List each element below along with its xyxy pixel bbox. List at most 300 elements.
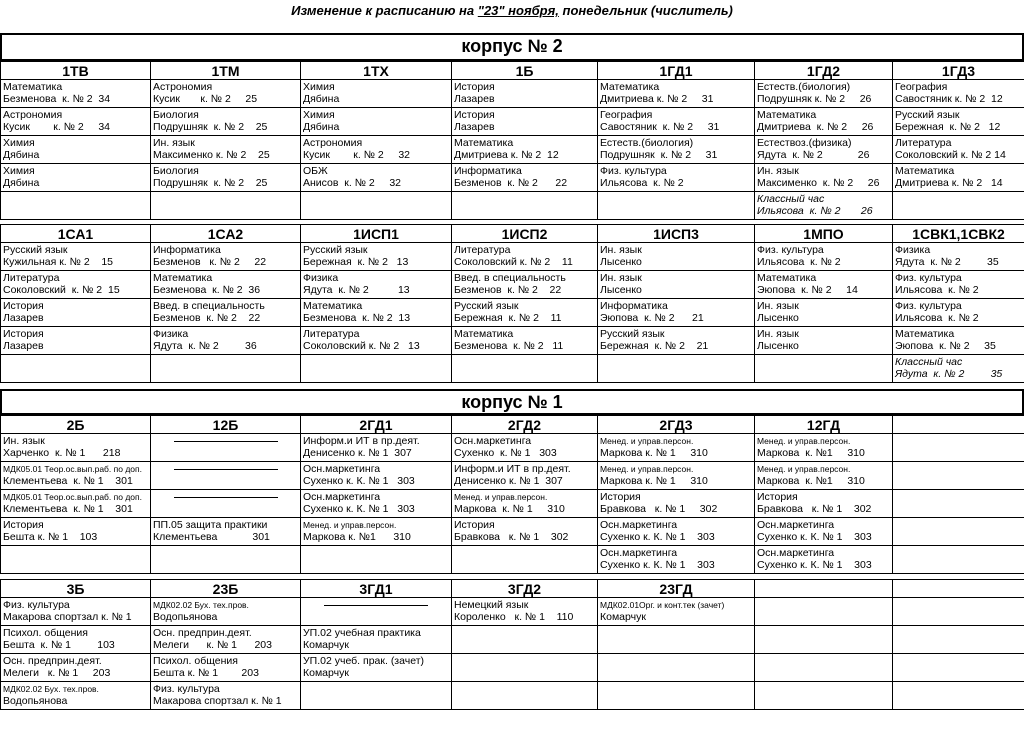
teacher-room: Сухенко к. К. № 1 303: [303, 475, 415, 487]
lesson-cell: [301, 546, 452, 574]
lesson-cell: [301, 108, 452, 136]
lesson-cell: [893, 299, 1024, 327]
lesson-row: [1, 546, 1024, 574]
lesson-cell: [755, 192, 893, 220]
title-day: понедельник (числитель): [562, 3, 733, 18]
teacher-room: Кусик к. № 2 34: [3, 121, 111, 133]
group-header: [893, 580, 1024, 598]
teacher-room: Клементьева 301: [153, 531, 270, 543]
lesson-cell: [598, 355, 755, 383]
subject: Осн. предприн.деят.: [3, 655, 102, 667]
lesson-cell: [301, 80, 452, 108]
lesson-cell: [1, 192, 151, 220]
teacher-room: Подрушняк к. № 2 25: [153, 177, 268, 189]
lesson-row: [1, 490, 1024, 518]
lesson-cell: [598, 243, 755, 271]
teacher-room: Савостяник к. № 2 12: [895, 93, 1003, 105]
subject: Русский язык: [600, 328, 665, 340]
subject: Математика: [895, 165, 955, 177]
subject: Русский язык: [303, 244, 368, 256]
group-header: 3ГД2: [452, 580, 598, 598]
subject: Менед. и управ.персон.: [757, 436, 851, 446]
lesson-row: [1, 327, 1024, 355]
teacher-room: Соколовский к. № 2 11: [454, 256, 573, 268]
subject: Классный час: [757, 193, 825, 205]
group-header: 1ИСП3: [598, 225, 755, 243]
lesson-cell: [301, 355, 452, 383]
lesson-cell: [1, 108, 151, 136]
lesson-cell: [301, 434, 452, 462]
teacher-room: Лысенко: [757, 312, 799, 324]
teacher-room: Клементьева к. № 1 301: [3, 475, 133, 487]
subject: История: [3, 519, 44, 531]
subject: Немецкий язык: [454, 599, 529, 611]
group-header: 1МПО: [755, 225, 893, 243]
subject: Классный час: [895, 356, 963, 368]
group-header: 3Б: [1, 580, 151, 598]
lesson-cell: [452, 462, 598, 490]
lesson-cell: [151, 327, 301, 355]
subject: МДК05.01 Теор.ос.вып.раб. по доп.: [3, 464, 142, 474]
teacher-room: Дмитриева к. № 2 12: [454, 149, 559, 161]
lesson-cell: [452, 518, 598, 546]
lesson-cell: [1, 462, 151, 490]
subject: МДК05.01 Теор.ос.вып.раб. по доп.: [3, 492, 142, 502]
lesson-cell: [151, 682, 301, 710]
lesson-cell: [755, 462, 893, 490]
lesson-cell: [151, 271, 301, 299]
building-2-table-2: [0, 224, 1024, 383]
teacher-room: Соколовский к. № 2 15: [3, 284, 120, 296]
group-header: 1ТВ: [1, 62, 151, 80]
lesson-cell: [151, 490, 301, 518]
lesson-cell: [755, 490, 893, 518]
lesson-cell: [151, 192, 301, 220]
lesson-cell: [151, 518, 301, 546]
lesson-cell: [893, 164, 1024, 192]
lesson-row: [1, 243, 1024, 271]
teacher-room: Подрушняк к. № 2 25: [153, 121, 268, 133]
teacher-room: Анисов к. № 2 32: [303, 177, 402, 189]
subject: Физика: [895, 244, 931, 256]
teacher-room: Лысенко: [757, 340, 799, 352]
teacher-room: Лазарев: [3, 340, 44, 352]
lesson-cell: [301, 462, 452, 490]
lesson-row: [1, 80, 1024, 108]
teacher-room: Ильясова к. № 2: [600, 177, 684, 189]
teacher-room: Мелеги к. № 1 203: [3, 667, 111, 679]
subject: УП.02 учебная практика: [303, 627, 421, 639]
subject: Осн. предприн.деят.: [153, 627, 252, 639]
lesson-cell: [755, 682, 893, 710]
lesson-cell: [301, 518, 452, 546]
group-header: 12ГД: [755, 416, 893, 434]
lesson-cell: [755, 626, 893, 654]
lesson-cell: [452, 243, 598, 271]
blank-line: [324, 605, 428, 606]
lesson-cell: [151, 434, 301, 462]
subject: Ин. язык: [757, 328, 799, 340]
subject: Психол. общения: [3, 627, 88, 639]
lesson-cell: [452, 136, 598, 164]
teacher-room: Ильясова к. № 2: [757, 256, 841, 268]
lesson-cell: [598, 546, 755, 574]
group-header: 1СВК1,1СВК2: [893, 225, 1024, 243]
teacher-room: Бравкова к. № 1 302: [600, 503, 718, 515]
subject: Осн.маркетинга: [303, 463, 381, 475]
lesson-cell: [1, 299, 151, 327]
lesson-cell: [755, 80, 893, 108]
teacher-room: Маркова к. № 1 310: [454, 503, 565, 515]
subject: Литература: [303, 328, 360, 340]
subject: Осн.маркетинга: [303, 491, 381, 503]
teacher-room: Ильясова к. № 2 26: [757, 205, 873, 217]
teacher-room: Денисенко к. № 1 307: [303, 447, 412, 459]
lesson-row: [1, 462, 1024, 490]
subject: География: [895, 81, 948, 93]
lesson-cell: [452, 164, 598, 192]
group-header: 1ТМ: [151, 62, 301, 80]
teacher-room: Ядута к. № 2 36: [153, 340, 257, 352]
subject: Химия: [303, 81, 335, 93]
group-header-row: [1, 225, 1024, 243]
teacher-room: Безменова к. № 2 13: [303, 312, 411, 324]
teacher-room: Сухенко к. К. № 1 303: [600, 559, 715, 571]
group-header: 23Б: [151, 580, 301, 598]
teacher-room: Маркова к. №1 310: [303, 531, 411, 543]
lesson-cell: [893, 626, 1024, 654]
subject: Физика: [153, 328, 189, 340]
lesson-cell: [452, 654, 598, 682]
lesson-cell: [301, 192, 452, 220]
teacher-room: Сухенко к. К. № 1 303: [757, 531, 872, 543]
subject: Естеств.(биология): [757, 81, 851, 93]
subject: Физ. культура: [3, 599, 70, 611]
subject: Русский язык: [895, 109, 960, 121]
lesson-cell: [755, 598, 893, 626]
lesson-cell: [452, 490, 598, 518]
building-2-header: [0, 33, 1024, 61]
teacher-room: Бравкова к. № 1 302: [757, 503, 872, 515]
lesson-cell: [151, 462, 301, 490]
lesson-cell: [893, 518, 1024, 546]
group-header: 1ИСП1: [301, 225, 452, 243]
lesson-cell: [755, 299, 893, 327]
subject: Менед. и управ.персон.: [600, 436, 694, 446]
teacher-room: Эюпова к. № 2 21: [600, 312, 704, 324]
group-header: 23ГД: [598, 580, 755, 598]
lesson-row: [1, 136, 1024, 164]
lesson-cell: [893, 682, 1024, 710]
subject: История: [600, 491, 641, 503]
teacher-room: Кусик к. № 2 32: [303, 149, 411, 161]
lesson-cell: [893, 271, 1024, 299]
subject: Астрономия: [3, 109, 63, 121]
subject: Ин. язык: [757, 165, 799, 177]
lesson-cell: [755, 136, 893, 164]
group-header-row: [1, 580, 1024, 598]
subject: Математика: [757, 109, 817, 121]
subject: Естеств.(биология): [600, 137, 694, 149]
teacher-room: Ядута к. № 2 35: [895, 368, 1003, 380]
teacher-room: Максименко к. № 2 26: [757, 177, 880, 189]
lesson-row: [1, 654, 1024, 682]
teacher-room: Бешта к. № 1 203: [153, 667, 259, 679]
group-header: 12Б: [151, 416, 301, 434]
lesson-cell: [598, 434, 755, 462]
subject: Ин. язык: [153, 137, 195, 149]
lesson-cell: [598, 271, 755, 299]
subject: Менед. и управ.персон.: [757, 464, 851, 474]
teacher-room: Сухенко к. К. № 1 303: [757, 559, 872, 571]
lesson-cell: [1, 518, 151, 546]
lesson-cell: [452, 355, 598, 383]
lesson-cell: [452, 271, 598, 299]
subject: Физ. культура: [153, 683, 220, 695]
teacher-room: Безменова к. № 2 36: [153, 284, 261, 296]
lesson-row: [1, 355, 1024, 383]
lesson-cell: [1, 355, 151, 383]
lesson-cell: [1, 490, 151, 518]
lesson-cell: [151, 299, 301, 327]
lesson-cell: [151, 80, 301, 108]
group-header: 3ГД1: [301, 580, 452, 598]
teacher-room: Соколовский к. № 2 14: [895, 149, 1006, 161]
lesson-row: [1, 192, 1024, 220]
subject: Литература: [3, 272, 60, 284]
subject: Естествоз.(физика): [757, 137, 852, 149]
subject: Информ.и ИТ в пр.деят.: [303, 435, 420, 447]
lesson-cell: [755, 327, 893, 355]
teacher-room: Сухенко к. К. № 1 303: [303, 503, 415, 515]
teacher-room: Бережная к. № 2 13: [303, 256, 409, 268]
lesson-cell: [893, 546, 1024, 574]
lesson-cell: [301, 626, 452, 654]
lesson-cell: [598, 108, 755, 136]
building-1-table-2: [0, 579, 1024, 710]
lesson-cell: [893, 192, 1024, 220]
teacher-room: Макарова спортзал к. № 1: [153, 695, 282, 707]
subject: Литература: [895, 137, 952, 149]
title-prefix: Изменение к расписанию на: [291, 3, 475, 18]
teacher-room: Соколовский к. № 2 13: [303, 340, 420, 352]
lesson-cell: [452, 434, 598, 462]
lesson-cell: [893, 434, 1024, 462]
lesson-cell: [598, 299, 755, 327]
lesson-cell: [1, 271, 151, 299]
lesson-cell: [755, 108, 893, 136]
lesson-cell: [893, 462, 1024, 490]
subject: Астрономия: [303, 137, 363, 149]
subject: Математика: [3, 81, 63, 93]
lesson-cell: [151, 546, 301, 574]
teacher-room: Ильясова к. № 2: [895, 284, 979, 296]
subject: УП.02 учеб. прак. (зачет): [303, 655, 425, 667]
teacher-room: Подрушняк к. № 2 26: [757, 93, 872, 105]
teacher-room: Водопьянова: [153, 611, 218, 623]
subject: История: [454, 81, 495, 93]
subject: История: [3, 328, 44, 340]
lesson-cell: [755, 434, 893, 462]
lesson-row: [1, 626, 1024, 654]
lesson-cell: [151, 136, 301, 164]
teacher-room: Подрушняк к. № 2 31: [600, 149, 718, 161]
building-2-table-1: [0, 61, 1024, 220]
teacher-room: Лысенко: [600, 284, 642, 296]
lesson-cell: [151, 654, 301, 682]
teacher-room: Бешта к. № 1 103: [3, 531, 98, 543]
teacher-room: Безменов к. № 2 22: [153, 312, 261, 324]
teacher-room: Сухенко к. № 1 303: [454, 447, 557, 459]
lesson-row: [1, 299, 1024, 327]
subject: МДК02.01Орг. и конт.тек (зачет): [600, 600, 725, 610]
lesson-row: [1, 271, 1024, 299]
subject: Ин. язык: [600, 272, 642, 284]
lesson-cell: [452, 682, 598, 710]
subject: Русский язык: [454, 300, 519, 312]
subject: Физ. культура: [757, 244, 824, 256]
lesson-cell: [893, 136, 1024, 164]
teacher-room: Дмитриева к. № 2 26: [757, 121, 874, 133]
lesson-cell: [1, 626, 151, 654]
lesson-cell: [452, 192, 598, 220]
lesson-row: [1, 518, 1024, 546]
lesson-cell: [151, 598, 301, 626]
subject: Осн.маркетинга: [600, 519, 678, 531]
lesson-row: [1, 164, 1024, 192]
teacher-room: Кужильная к. № 2 15: [3, 256, 114, 268]
teacher-room: Мелеги к. № 1 203: [153, 639, 272, 651]
subject: История: [3, 300, 44, 312]
teacher-room: Безменова к. № 2 11: [454, 340, 564, 352]
lesson-cell: [452, 108, 598, 136]
subject: Осн.маркетинга: [454, 435, 532, 447]
teacher-room: Дябина: [3, 177, 40, 189]
teacher-room: Савостяник к. № 2 31: [600, 121, 720, 133]
subject: Химия: [3, 165, 35, 177]
subject: Ин. язык: [3, 435, 45, 447]
teacher-room: Короленко к. № 1 110: [454, 611, 574, 623]
lesson-cell: [151, 355, 301, 383]
subject: Менед. и управ.персон.: [454, 492, 548, 502]
group-header: 2ГД1: [301, 416, 452, 434]
lesson-cell: [893, 355, 1024, 383]
subject: Информ.и ИТ в пр.деят.: [454, 463, 571, 475]
lesson-cell: [598, 518, 755, 546]
subject: Русский язык: [3, 244, 68, 256]
teacher-room: Максименко к. № 2 25: [153, 149, 270, 161]
building-1-header: [0, 389, 1024, 415]
teacher-room: Дмитриева к. № 2 14: [895, 177, 1003, 189]
lesson-cell: [301, 271, 452, 299]
teacher-room: Лысенко: [600, 256, 642, 268]
blank-line: [174, 469, 278, 470]
lesson-cell: [1, 598, 151, 626]
group-header: 2ГД2: [452, 416, 598, 434]
subject: Осн.маркетинга: [600, 547, 678, 559]
teacher-room: Водопьянова: [3, 695, 68, 707]
teacher-room: Клементьева к. № 1 301: [3, 503, 133, 515]
subject: МДК02.02 Бух. тех.пров.: [3, 684, 99, 694]
teacher-room: Эюпова к. № 2 35: [895, 340, 996, 352]
group-header-row: [1, 416, 1024, 434]
subject: Ин. язык: [600, 244, 642, 256]
lesson-cell: [1, 654, 151, 682]
lesson-cell: [598, 192, 755, 220]
lesson-cell: [301, 654, 452, 682]
subject: География: [600, 109, 653, 121]
lesson-cell: [151, 108, 301, 136]
teacher-room: Макарова спортзал к. № 1: [3, 611, 132, 623]
group-header: 1ГД2: [755, 62, 893, 80]
title-date: "23" ноября,: [477, 3, 559, 18]
subject: Введ. в специальность: [454, 272, 566, 284]
subject: Математика: [454, 137, 514, 149]
teacher-room: Безменов к. № 2 22: [454, 177, 568, 189]
lesson-cell: [1, 546, 151, 574]
teacher-room: Денисенко к. № 1 307: [454, 475, 563, 487]
teacher-room: Ядута к. № 2 26: [757, 149, 870, 161]
lesson-row: [1, 682, 1024, 710]
group-header: [755, 580, 893, 598]
lesson-cell: [452, 598, 598, 626]
subject: Осн.маркетинга: [757, 547, 835, 559]
subject: Математика: [757, 272, 817, 284]
lesson-cell: [893, 108, 1024, 136]
subject: Психол. общения: [153, 655, 238, 667]
lesson-cell: [301, 243, 452, 271]
lesson-cell: [301, 682, 452, 710]
lesson-cell: [755, 654, 893, 682]
subject: Физ. культура: [895, 272, 962, 284]
subject: Математика: [600, 81, 660, 93]
lesson-cell: [151, 626, 301, 654]
subject: Информатика: [454, 165, 522, 177]
group-header: [893, 416, 1024, 434]
lesson-cell: [1, 682, 151, 710]
teacher-room: Дмитриева к. № 2 31: [600, 93, 714, 105]
teacher-room: Маркова к. №1 310: [757, 475, 865, 487]
teacher-room: Ядута к. № 2 35: [895, 256, 999, 268]
teacher-room: Безменов к. № 2 22: [454, 284, 562, 296]
lesson-cell: [452, 546, 598, 574]
teacher-room: Бережная к. № 2 21: [600, 340, 709, 352]
lesson-cell: [301, 136, 452, 164]
teacher-room: Эюпова к. № 2 14: [757, 284, 858, 296]
group-header: 1ИСП2: [452, 225, 598, 243]
blank-line: [174, 441, 278, 442]
lesson-row: [1, 434, 1024, 462]
lesson-row: [1, 108, 1024, 136]
blank-line: [174, 497, 278, 498]
teacher-room: Дябина: [303, 93, 340, 105]
lesson-cell: [893, 243, 1024, 271]
lesson-cell: [151, 164, 301, 192]
lesson-cell: [1, 327, 151, 355]
teacher-room: Лазарев: [454, 121, 495, 133]
building-2-title: корпус № 2: [461, 36, 563, 56]
lesson-cell: [598, 490, 755, 518]
building-1-title: корпус № 1: [461, 392, 563, 412]
lesson-cell: [755, 546, 893, 574]
lesson-cell: [755, 243, 893, 271]
lesson-cell: [1, 434, 151, 462]
lesson-cell: [598, 80, 755, 108]
group-header: 1Б: [452, 62, 598, 80]
subject: Химия: [3, 137, 35, 149]
lesson-cell: [755, 271, 893, 299]
teacher-room: Дябина: [303, 121, 340, 133]
